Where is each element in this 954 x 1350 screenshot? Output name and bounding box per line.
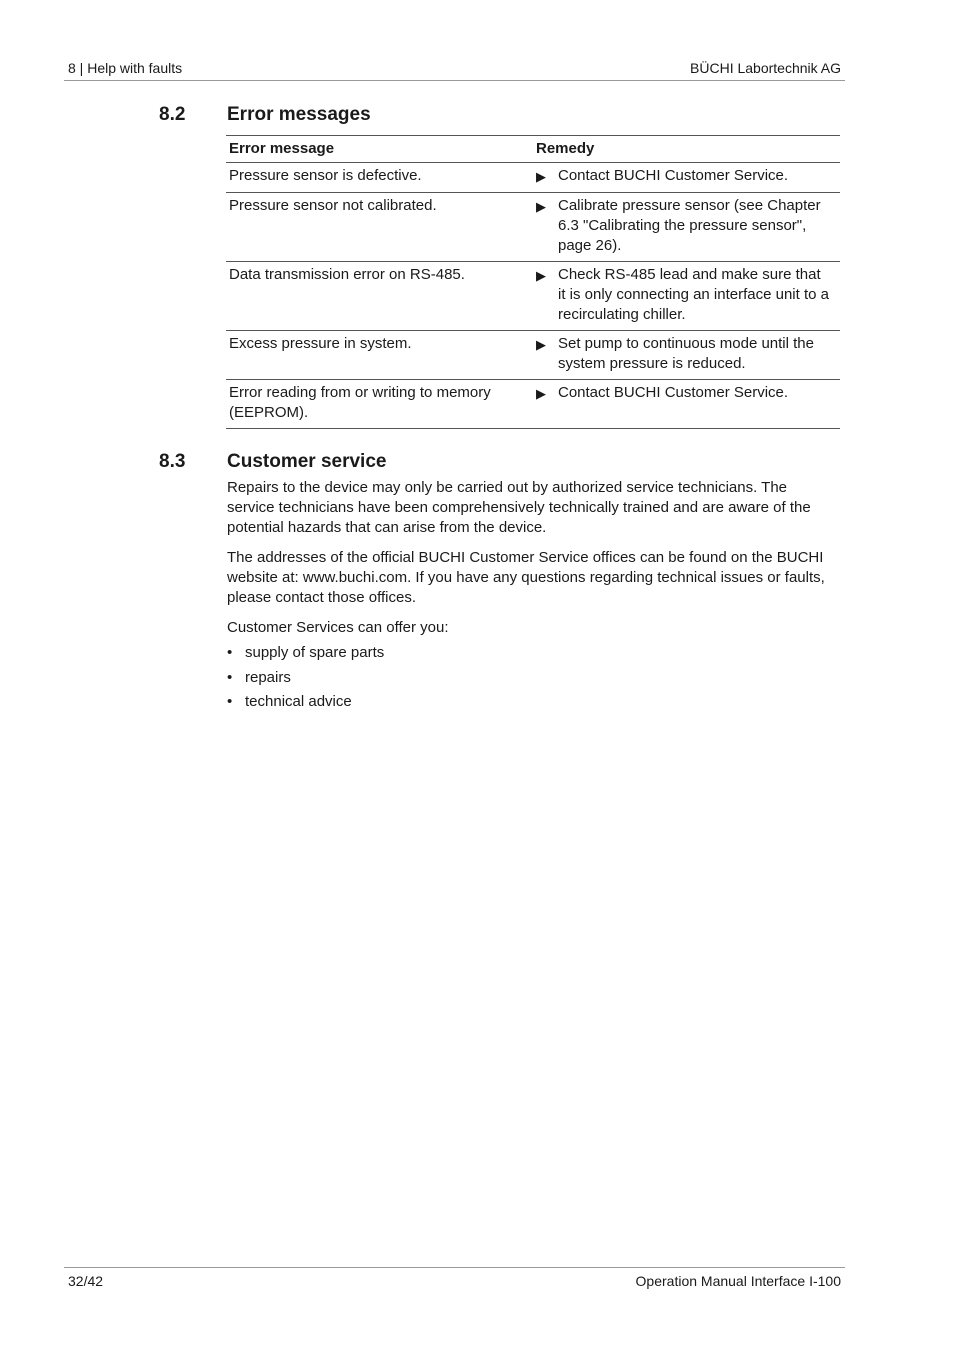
remedy-cell [533, 262, 840, 331]
table-row [226, 193, 840, 262]
document-title: Operation Manual Interface I-100 [635, 1273, 841, 1289]
paragraph: Customer Services can offer you: [227, 619, 449, 636]
section-heading-error-messages [159, 104, 371, 126]
bullet-icon: • [227, 693, 233, 710]
remedy-text: Set pump to continuous mode until the system pressure is reduced. [558, 335, 814, 372]
table-row [226, 262, 840, 331]
error-message-cell: Excess pressure in system. [226, 331, 533, 380]
remedy-cell [533, 331, 840, 380]
remedy-cell [533, 380, 840, 429]
table-row [226, 380, 840, 429]
error-messages-table [226, 135, 840, 429]
section-title: Error messages [227, 104, 371, 125]
table-row [226, 331, 840, 380]
header-chapter: 8 | Help with faults [68, 60, 183, 76]
remedy-text: Calibrate pressure sensor (see Chapter 6.3 "Calibrating the pressure sensor", page 26). [558, 197, 821, 254]
table-header-row [226, 136, 840, 163]
remedy-cell [533, 193, 840, 262]
arrow-right-icon: ▶ [536, 386, 546, 401]
paragraph: Repairs to the device may only be carried out by authorized service technicians. The service technicians have been comprehensively technically trained and are aware of the potential hazards that can arise from the device. [227, 479, 811, 536]
section-number: 8.3 [159, 451, 186, 472]
page-number: 32/42 [68, 1273, 104, 1289]
list-item [227, 668, 837, 688]
column-header-remedy: Remedy [533, 136, 840, 163]
customer-service-body [227, 478, 837, 717]
paragraph: The addresses of the official BUCHI Customer Service offices can be found on the BUCHI website at: www.buchi.com. If you have any questions regarding technical issues or faults, please contact those offices. [227, 549, 825, 606]
error-message-cell: Pressure sensor not calibrated. [226, 193, 533, 262]
bullet-icon: • [227, 668, 233, 686]
column-header-error-message: Error message [226, 136, 533, 163]
arrow-right-icon: ▶ [536, 199, 546, 214]
table-row [226, 163, 840, 193]
section-title: Customer service [227, 451, 387, 472]
error-message-cell: Pressure sensor is defective. [226, 163, 533, 193]
remedy-text: Contact BUCHI Customer Service. [558, 167, 789, 184]
remedy-text: Contact BUCHI Customer Service. [558, 384, 789, 401]
remedy-text: Check RS-485 lead and make sure that it is only connecting an interface unit to a recirculating chiller. [558, 266, 829, 323]
page-header [64, 58, 845, 81]
section-number: 8.2 [159, 104, 186, 125]
section-heading-customer-service [159, 451, 386, 473]
list-item-text: repairs [245, 668, 291, 686]
error-message-cell: Error reading from or writing to memory (EEPROM). [226, 380, 533, 429]
page-footer [64, 1267, 845, 1289]
error-message-cell: Data transmission error on RS-485. [226, 262, 533, 331]
arrow-right-icon: ▶ [536, 337, 546, 352]
list-item-text: technical advice [245, 693, 352, 710]
list-item [227, 692, 837, 712]
arrow-right-icon: ▶ [536, 268, 546, 283]
bullet-icon: • [227, 644, 233, 661]
list-item-text: supply of spare parts [245, 644, 385, 661]
remedy-cell [533, 163, 840, 193]
arrow-right-icon: ▶ [536, 169, 546, 184]
services-list [227, 643, 837, 712]
list-item [227, 643, 837, 663]
header-company: BÜCHI Labortechnik AG [690, 60, 841, 76]
